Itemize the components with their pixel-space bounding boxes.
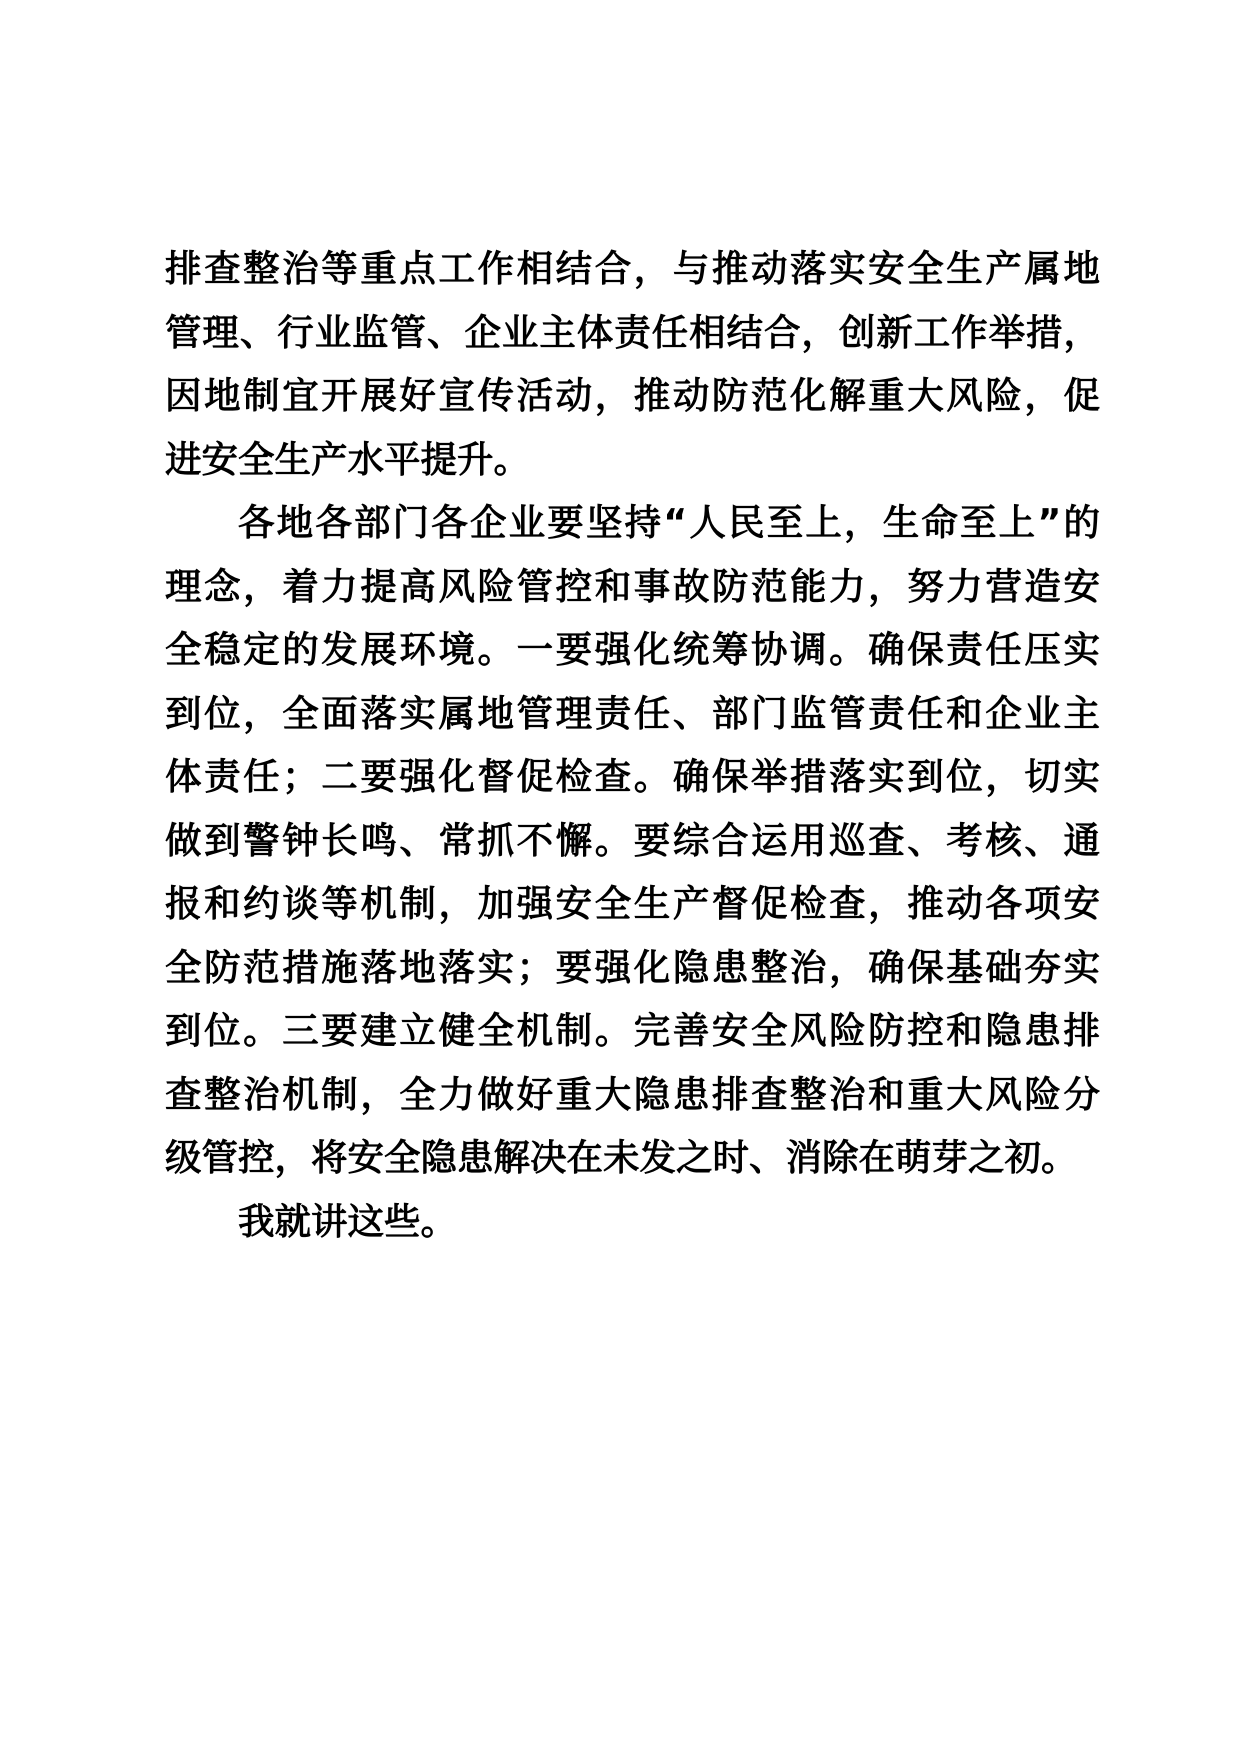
paragraph-main [165,491,1100,1190]
text-line: 到位。三要建立健全机制。完善安全风险防控和隐患排 [165,1009,1100,1052]
paragraph-closing [165,1190,1100,1254]
text-line: 级管控，将安全隐患解决在未发之时、消除在萌芽之初。 [165,1136,1078,1179]
text-line: 理念，着力提高风险管控和事故防范能力，努力营造安 [165,564,1100,608]
text-line: 到位，全面落实属地管理责任、部门监管责任和企业主 [165,691,1100,735]
text-line: 排查整治等重点工作相结合，与推动落实安全生产属地 [165,247,1100,290]
text-line: 报和约谈等机制，加强安全生产督促检查，推动各项安 [165,882,1100,925]
text-line: 做到警钟长鸣、常抓不懈。要综合运用巡查、考核、通 [165,818,1100,862]
text-line: 各地各部门各企业要坚持“人民至上，生命至上”的 [238,501,1100,544]
text-line: 进安全生产水平提升。 [165,437,530,481]
text-line: 管理、行业监管、企业主体责任相结合，创新工作举措， [165,310,1100,354]
text-line: 体责任；二要强化督促检查。确保举措落实到位，切实 [165,755,1100,798]
document-body [165,237,1100,1253]
paragraph-continuation [165,237,1100,491]
text-line: 全稳定的发展环境。一要强化统筹协调。确保责任压实 [165,628,1100,671]
text-line: 我就讲这些。 [238,1199,457,1243]
text-line: 因地制宜开展好宣传活动，推动防范化解重大风险，促 [165,374,1100,417]
text-line: 全防范措施落地落实；要强化隐患整治，确保基础夯实 [165,945,1100,989]
text-line: 查整治机制，全力做好重大隐患排查整治和重大风险分 [165,1072,1100,1116]
